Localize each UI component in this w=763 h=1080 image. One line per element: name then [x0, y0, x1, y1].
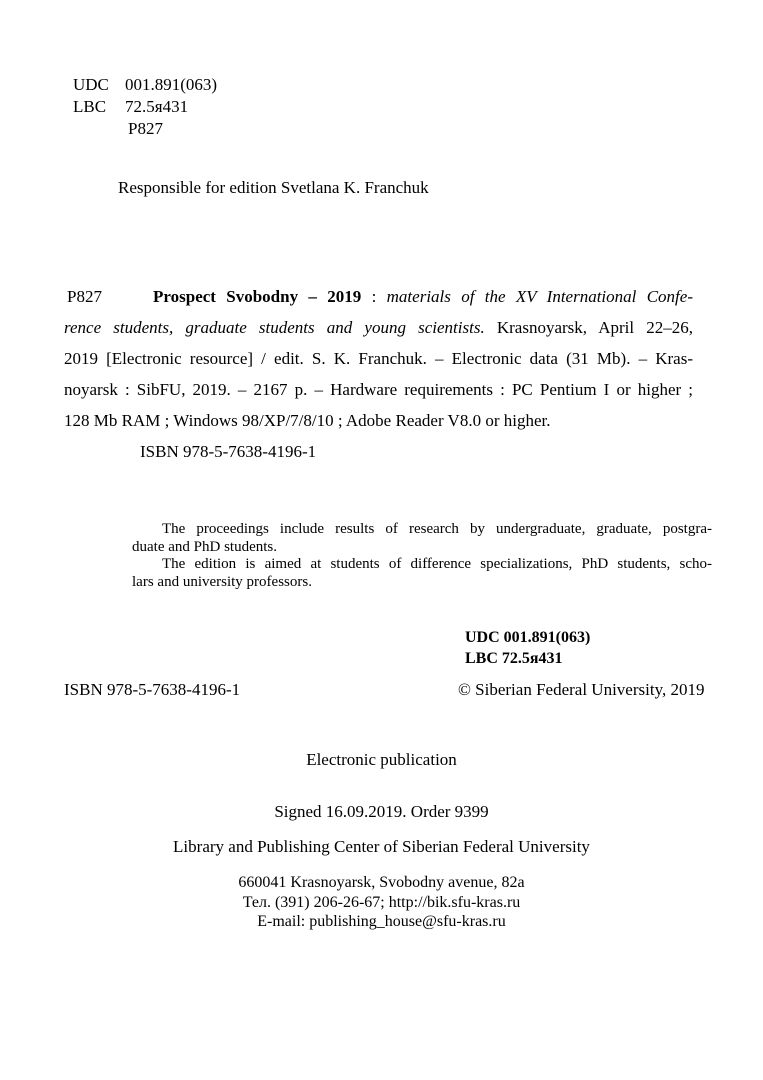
udc-value: 001.891(063) — [125, 75, 218, 94]
lbc-row — [73, 96, 217, 118]
annotation-line-1: The proceedings include results of research by undergraduate, graduate, postgra- — [162, 521, 712, 537]
codes-bold-block — [465, 627, 590, 669]
bib-line-2 — [64, 312, 693, 343]
bib-title: Prospect Svobodny – 2019 — [153, 287, 362, 306]
signed-order-line: Signed 16.09.2019. Order 9399 — [274, 802, 489, 821]
bibliographic-record — [64, 281, 693, 467]
bib-p-number: P827 — [67, 287, 102, 306]
publisher-address-block — [0, 873, 763, 932]
email-line: E-mail: publishing_house@sfu-kras.ru — [257, 913, 506, 930]
lbc-label: LBC — [73, 97, 107, 116]
p-number: P827 — [128, 119, 163, 138]
annotation-line-2: duate and PhD students. — [132, 538, 277, 555]
bib-subtitle-part2: rence students, graduate students and young scientists. — [64, 318, 485, 337]
isbn-line-bottom: ISBN 978-5-7638-4196-1 — [64, 680, 241, 699]
udc-row — [73, 74, 217, 96]
annotation-line-3: The edition is aimed at students of difference specializations, PhD students, scho- — [162, 556, 712, 573]
copyright-line: © Siberian Federal University, 2019 — [458, 680, 705, 699]
publication-type-line: Electronic publication — [306, 750, 457, 769]
responsible-editor-line: Responsible for edition Svetlana K. Franchuk — [118, 178, 429, 197]
lbc-bold-line: LBC 72.5я431 — [465, 650, 563, 667]
bib-title-separator: : — [361, 287, 387, 306]
annotation-block — [132, 521, 712, 591]
annotation-line-4: lars and university professors. — [132, 573, 312, 590]
bib-line-1-content — [153, 281, 693, 312]
publisher-line: Library and Publishing Center of Siberian Federal University — [173, 837, 590, 856]
bib-place-date: Krasnoyarsk, April 22–26, — [484, 318, 694, 337]
classification-codes-block — [73, 74, 217, 140]
udc-label: UDC — [73, 75, 109, 94]
address-line: 660041 Krasnoyarsk, Svobodny avenue, 82a — [238, 874, 525, 891]
udc-bold-line: UDC 001.891(063) — [465, 629, 591, 646]
lbc-value: 72.5я431 — [125, 97, 189, 116]
isbn-line-top: ISBN 978-5-7638-4196-1 — [140, 442, 317, 461]
bib-line-4: noyarsk : SibFU, 2019. – 2167 p. – Hardware requirements : PC Pentium I or higher ; — [64, 380, 693, 399]
bib-line-5: 128 Mb RAM ; Windows 98/XP/7/8/10 ; Adobe Reader V8.0 or higher. — [64, 411, 551, 430]
bib-line-1 — [64, 281, 693, 312]
bib-line-3: 2019 [Electronic resource] / edit. S. K. Franchuk. – Electronic data (31 Mb). – Kras- — [64, 349, 693, 368]
bib-subtitle-part1: materials of the XV International Confe- — [386, 287, 693, 306]
phone-website-line: Тел. (391) 206-26-67; http://bik.sfu-kras.ru — [242, 893, 521, 911]
